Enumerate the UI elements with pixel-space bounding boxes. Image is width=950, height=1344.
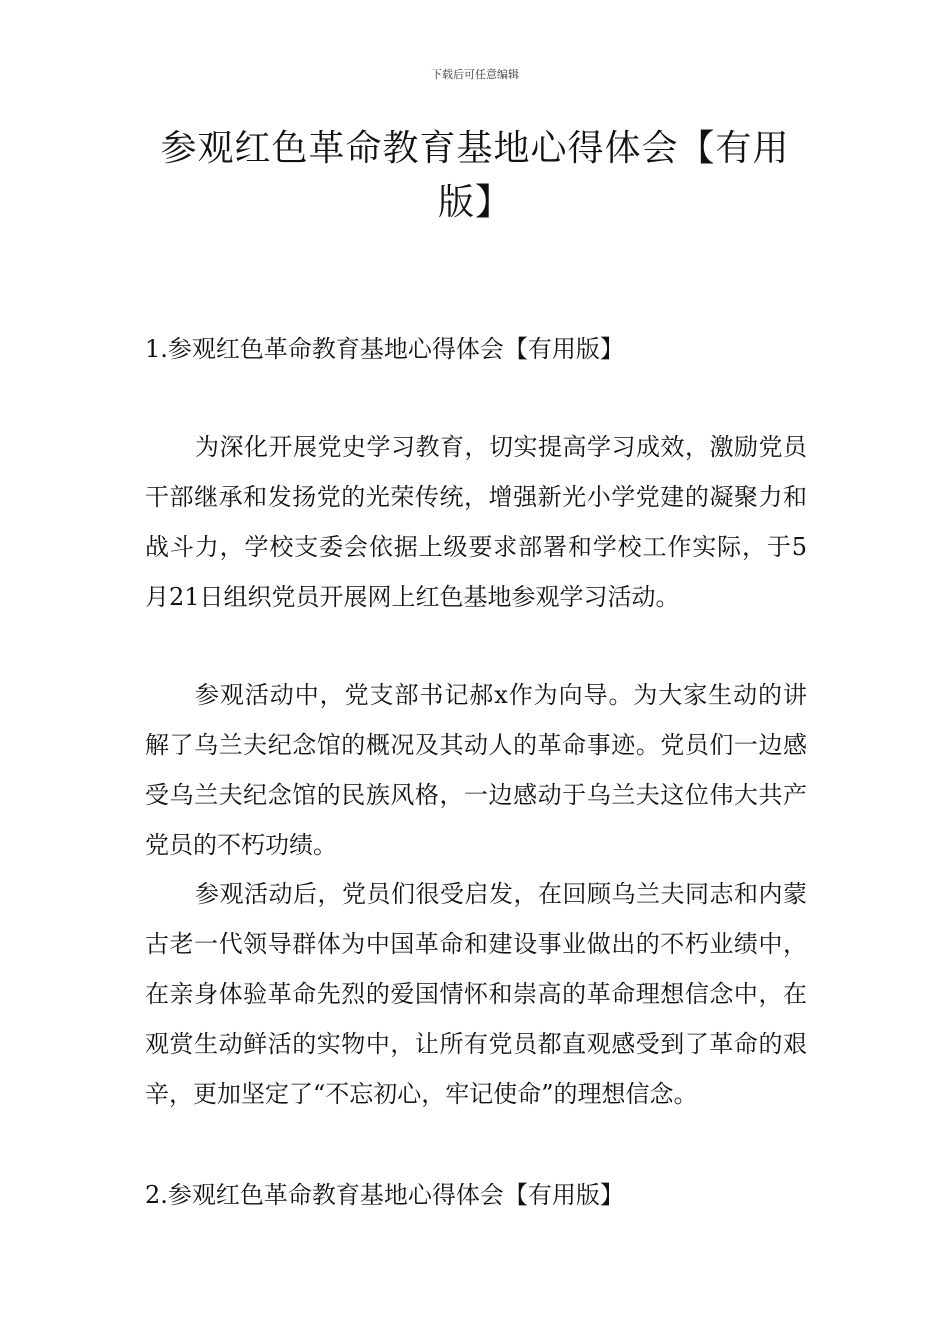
header-note: 下载后可任意编辑 (431, 68, 519, 81)
paragraph-3: 参观活动后，党员们很受启发，在回顾乌兰夫同志和内蒙古老一代领导群体为中国革命和建设事业做出的不朽业绩中，在亲身体验革命先烈的爱国情怀和崇高的革命理想信念中，在观赏生动鲜活的实物中，让所有党员都直观感受到了革命的艰辛，更加坚定了“不忘初心，牢记使命”的理想信念。 (145, 880, 807, 1108)
document-title: 参观红色革命教育基地心得体会【有用版】 (160, 128, 790, 223)
section-heading-1: 1.参观红色革命教育基地心得体会【有用版】 (145, 335, 624, 363)
paragraph-1: 为深化开展党史学习教育，切实提高学习成效，激励党员干部继承和发扬党的光荣传统，增强新光小学党建的凝聚力和战斗力，学校支委会依据上级要求部署和学校工作实际，于5月21日组织党员开展网上红色基地参观学习活动。 (145, 433, 807, 611)
paragraph-2: 参观活动中，党支部书记郝x作为向导。为大家生动的讲解了乌兰夫纪念馆的概况及其动人的革命事迹。党员们一边感受乌兰夫纪念馆的民族风格，一边感动于乌兰夫这位伟大共产党员的不朽功绩。 (145, 681, 807, 859)
section-heading-2: 2.参观红色革命教育基地心得体会【有用版】 (145, 1181, 624, 1209)
